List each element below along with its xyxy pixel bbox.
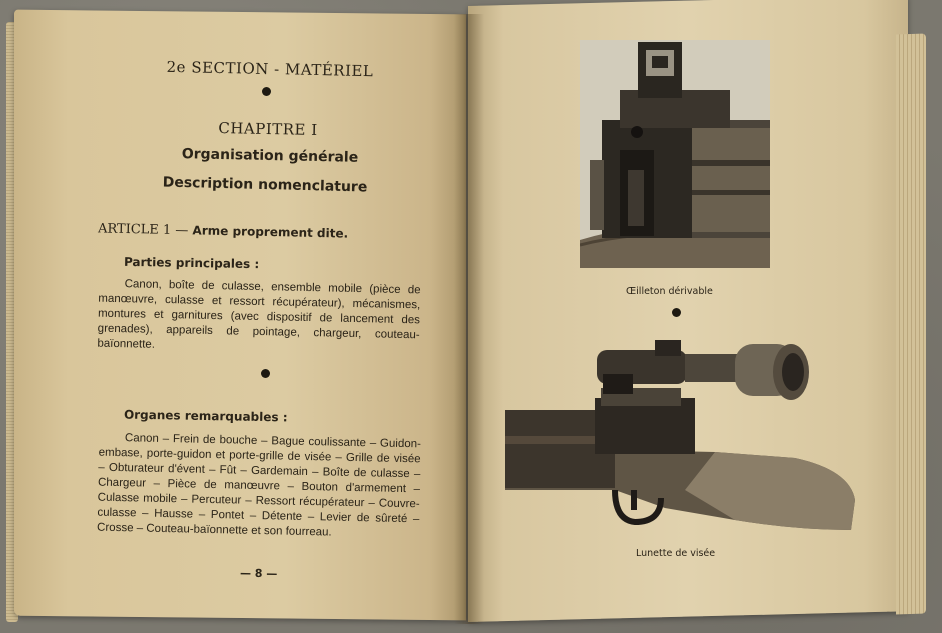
caption-oeilleton: Œilleton dérivable [626,286,713,297]
organes-text: Canon – Frein de bouche – Bague coulissante – Guidon-embase, porte-guidon et porte-grille de visée – Grille de visée – Obturateur d'évent – Fût – Gardemain – Boîte de culasse – Chargeur – Pièce de manœuvre – Bouton d'armement – Culasse mobile – Percuteur – Ressort récupérateur – Couvre-culasse – Hausse – Pontet – Détente – Levier de sûreté – Crosse – Couteau-baïonnette et son fourreau. [96,432,422,539]
page-number: — 8 — [239,566,278,581]
caption-lunette: Lunette de visée [636,548,716,559]
chapter-title: CHAPITRE I [218,118,318,140]
bullet-dot-2 [261,369,270,378]
photo-scope [505,340,865,540]
parties-text: Canon, boîte de culasse, ensemble mobile (pièce de manœuvre, culasse et ressort récupérateur), mécanismes, montures et garnitures (avec dispositif de lancement des grenades), appareils de pointage, chargeur, couteau-baïonnette. [97,278,421,351]
book-gutter [454,14,484,624]
bullet-dot-1 [262,87,271,96]
article-title: Arme proprement dite. [192,223,349,241]
parties-paragraph [97,277,421,359]
right-page-edges [896,33,926,614]
subheading-parties: Parties principales : [123,254,260,272]
photo-rear-sight [580,40,770,268]
subheading-organes: Organes remarquables : [123,407,288,425]
bullet-dot-3 [672,308,681,317]
section-title: 2e SECTION - MATÉRIEL [166,57,374,81]
heading-line-2: Description nomenclature [162,174,368,196]
heading-line-1: Organisation générale [181,146,359,166]
article-prefix: ARTICLE 1 — [97,221,189,239]
organes-paragraph [97,431,421,543]
